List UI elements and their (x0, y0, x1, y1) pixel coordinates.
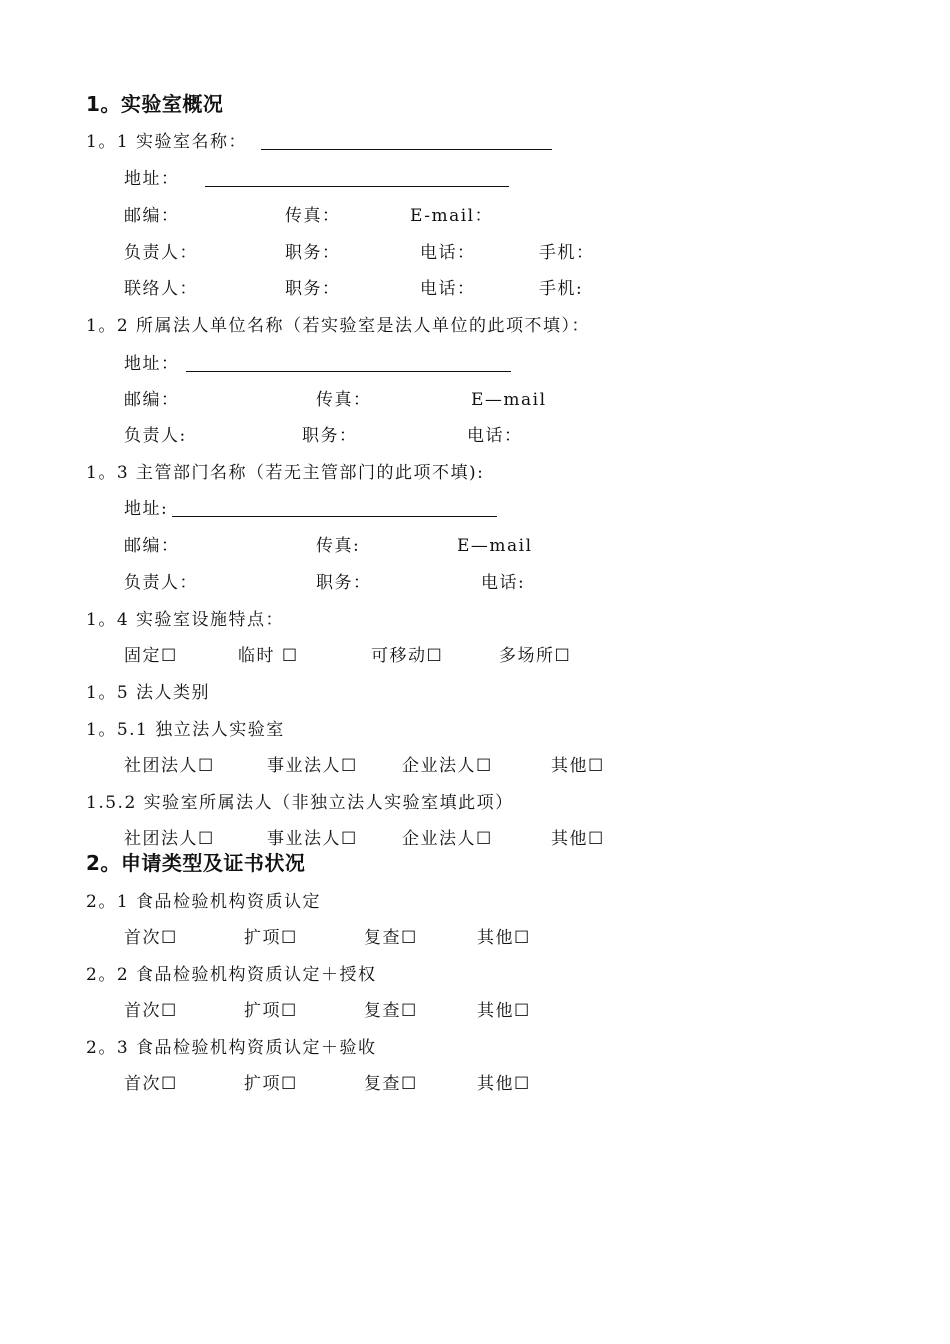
cert-2-option-review[interactable]: 复查☐ (364, 1001, 418, 1021)
cert-2-option-initial[interactable]: 首次☐ (124, 1001, 178, 1021)
authority-name-label: 1。3 主管部门名称（若无主管部门的此项不填): (86, 463, 485, 483)
independent-lab-label: 1。5.1 独立法人实验室 (86, 720, 285, 740)
legal-entity-name-label: 1。2 所属法人单位名称（若实验室是法人单位的此项不填）： (86, 316, 591, 336)
cert-2-option-other[interactable]: 其他☐ (477, 1001, 531, 1021)
authority-zip-label: 邮编： (124, 536, 180, 556)
cert-1-option-initial[interactable]: 首次☐ (124, 928, 178, 948)
lab-contact-label: 联络人： (124, 279, 198, 299)
facility-option-mobile[interactable]: 可移动☐ (371, 646, 444, 666)
lab-name-field[interactable] (261, 149, 552, 150)
lab-head-label: 负责人： (124, 243, 198, 263)
affiliated-legal-label: 1.5.2 实验室所属法人（非独立法人实验室填此项） (86, 793, 514, 813)
affiliated-option-social[interactable]: 社团法人☐ (124, 829, 215, 849)
section-1-heading: 1。实验室概况 (86, 92, 224, 116)
legal-entity-head-label: 负责人: (124, 426, 187, 446)
cert-1-option-review[interactable]: 复查☐ (364, 928, 418, 948)
lab-head-mobile-label: 手机： (539, 243, 595, 263)
legal-entity-fax-label: 传真： (316, 390, 372, 410)
affiliated-option-other[interactable]: 其他☐ (551, 829, 605, 849)
legal-type-label: 1。5 法人类别 (86, 683, 211, 703)
facility-option-fixed[interactable]: 固定☐ (124, 646, 178, 666)
cert-1-option-expand[interactable]: 扩项☐ (244, 928, 298, 948)
authority-head-label: 负责人： (124, 573, 198, 593)
cert-1-option-other[interactable]: 其他☐ (477, 928, 531, 948)
independent-option-institution[interactable]: 事业法人☐ (267, 756, 358, 776)
legal-entity-address-field[interactable] (186, 371, 511, 372)
legal-entity-zip-label: 邮编： (124, 390, 180, 410)
legal-entity-phone-label: 电话： (467, 426, 523, 446)
lab-fax-label: 传真： (285, 206, 341, 226)
cert-2-option-expand[interactable]: 扩项☐ (244, 1001, 298, 1021)
authority-phone-label: 电话: (481, 573, 526, 593)
authority-position-label: 职务： (316, 573, 372, 593)
lab-address-label: 地址： (124, 169, 180, 189)
lab-address-field[interactable] (205, 186, 509, 187)
independent-option-enterprise[interactable]: 企业法人☐ (402, 756, 493, 776)
legal-entity-address-label: 地址： (124, 354, 180, 374)
independent-option-social[interactable]: 社团法人☐ (124, 756, 215, 776)
cert-type-2-label: 2。2 食品检验机构资质认定＋授权 (86, 965, 377, 985)
cert-3-option-review[interactable]: 复查☐ (364, 1074, 418, 1094)
lab-head-position-label: 职务： (285, 243, 341, 263)
legal-entity-email-label: E—mail (471, 390, 547, 410)
lab-contact-position-label: 职务： (285, 279, 341, 299)
cert-3-option-expand[interactable]: 扩项☐ (244, 1074, 298, 1094)
lab-email-label: E-mail： (410, 206, 494, 226)
section-2-heading: 2。申请类型及证书状况 (86, 851, 306, 875)
affiliated-option-institution[interactable]: 事业法人☐ (267, 829, 358, 849)
lab-zip-label: 邮编： (124, 206, 180, 226)
authority-fax-label: 传真: (316, 536, 361, 556)
facility-features-label: 1。4 实验室设施特点： (86, 610, 285, 630)
facility-option-temporary[interactable]: 临时 ☐ (238, 646, 299, 666)
lab-contact-mobile-label: 手机: (539, 279, 584, 299)
lab-contact-phone-label: 电话： (420, 279, 476, 299)
cert-3-option-initial[interactable]: 首次☐ (124, 1074, 178, 1094)
facility-option-multi-site[interactable]: 多场所☐ (499, 646, 572, 666)
cert-3-option-other[interactable]: 其他☐ (477, 1074, 531, 1094)
independent-option-other[interactable]: 其他☐ (551, 756, 605, 776)
lab-name-label: 1。1 实验室名称： (86, 132, 248, 152)
authority-address-label: 地址: (124, 499, 169, 519)
lab-head-phone-label: 电话： (420, 243, 476, 263)
authority-address-field[interactable] (172, 516, 497, 517)
legal-entity-position-label: 职务： (302, 426, 358, 446)
affiliated-option-enterprise[interactable]: 企业法人☐ (402, 829, 493, 849)
cert-type-3-label: 2。3 食品检验机构资质认定＋验收 (86, 1038, 377, 1058)
cert-type-1-label: 2。1 食品检验机构资质认定 (86, 892, 322, 912)
authority-email-label: E—mail (457, 536, 533, 556)
